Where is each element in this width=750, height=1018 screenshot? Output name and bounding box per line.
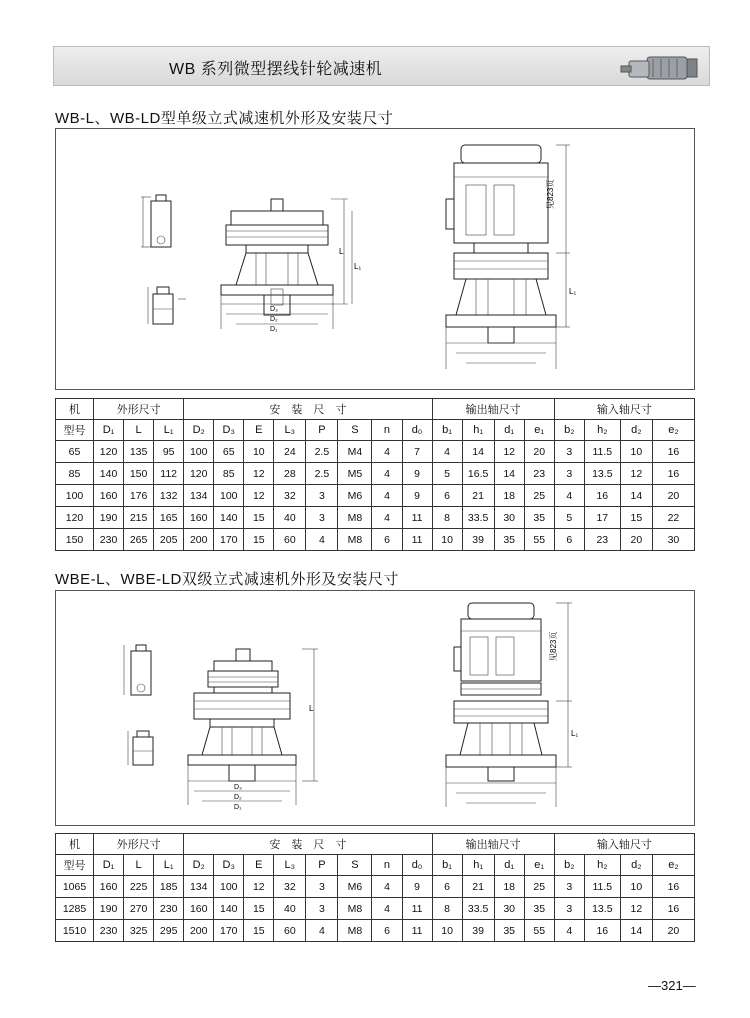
table-cell: 160 (94, 485, 124, 507)
model-cell: 150 (56, 529, 94, 551)
table-cell: 230 (94, 920, 124, 942)
table-cell: 95 (154, 441, 184, 463)
table-cell: 120 (94, 441, 124, 463)
table-subheader: S (338, 855, 372, 876)
output-group-header: 输出轴尺寸 (432, 399, 554, 420)
table-cell: 32 (274, 876, 306, 898)
table-cell: 270 (124, 898, 154, 920)
table-cell: 17 (584, 507, 620, 529)
table-cell: 3 (306, 876, 338, 898)
table-cell: 9 (402, 463, 432, 485)
install-group-header: 安 装 尺 寸 (184, 834, 432, 855)
table-cell: 15 (244, 529, 274, 551)
table-cell: 24 (274, 441, 306, 463)
table-cell: 6 (432, 485, 462, 507)
table-cell: 20 (524, 441, 554, 463)
double-reducer-front-view (188, 649, 318, 805)
table-cell: 40 (274, 507, 306, 529)
table-cell: 4 (372, 876, 402, 898)
outline-group-header: 外形尺寸 (94, 834, 184, 855)
table-subheader: d₁ (494, 420, 524, 441)
table-subheader: d₁ (494, 855, 524, 876)
table-row (56, 898, 695, 920)
table-subheader: L₃ (274, 420, 306, 441)
table-cell: 200 (184, 529, 214, 551)
table-subheader: D₂ (184, 420, 214, 441)
table-subheader: L₁ (154, 855, 184, 876)
machine-header-bottom: 型号 (56, 855, 94, 876)
table-cell: 28 (274, 463, 306, 485)
table-cell: 35 (494, 529, 524, 551)
page-number: —321— (648, 978, 696, 993)
table-cell: 150 (124, 463, 154, 485)
table-cell: 85 (214, 463, 244, 485)
table-cell: 20 (620, 529, 652, 551)
table-cell: 9 (402, 876, 432, 898)
table-cell: 12 (244, 463, 274, 485)
table-cell: 7 (402, 441, 432, 463)
table-cell: 4 (432, 441, 462, 463)
table-cell: 4 (306, 529, 338, 551)
table-cell: 9 (402, 485, 432, 507)
table-cell: 32 (274, 485, 306, 507)
table-cell: 12 (244, 876, 274, 898)
table-cell: 160 (184, 507, 214, 529)
table-cell: 16 (584, 920, 620, 942)
table-cell: 170 (214, 529, 244, 551)
table-cell: 100 (214, 485, 244, 507)
table-subheader: b₂ (554, 420, 584, 441)
table-cell: 4 (306, 920, 338, 942)
dim-L1-label: L₁ (354, 262, 362, 271)
table-subheader: L (124, 855, 154, 876)
table-subheader: D₂ (184, 855, 214, 876)
table-cell: M6 (338, 876, 372, 898)
table-cell: 160 (184, 898, 214, 920)
table-cell: 13.5 (584, 463, 620, 485)
input-group-header: 输入轴尺寸 (554, 834, 694, 855)
table-cell: 12 (620, 463, 652, 485)
table-cell: 3 (306, 485, 338, 507)
table-cell: M6 (338, 485, 372, 507)
table-cell: 16 (652, 876, 694, 898)
table-subheader: D₁ (94, 855, 124, 876)
model-cell: 65 (56, 441, 94, 463)
model-cell: 1510 (56, 920, 94, 942)
dim-D2-label: D₂ (270, 316, 278, 323)
outline-group-header: 外形尺寸 (94, 399, 184, 420)
table-subheader: L₁ (154, 420, 184, 441)
table-cell: 4 (372, 485, 402, 507)
table-cell: 5 (554, 507, 584, 529)
shaft-keyway-detail-output (128, 731, 153, 765)
table-cell: 10 (620, 876, 652, 898)
table-subheader: d₀ (402, 420, 432, 441)
section1-table-body (56, 441, 695, 551)
table-cell: 205 (154, 529, 184, 551)
table-cell: 65 (214, 441, 244, 463)
table-cell: 33.5 (462, 898, 494, 920)
table-cell: 55 (524, 529, 554, 551)
table-cell: 40 (274, 898, 306, 920)
table-cell: 134 (184, 485, 214, 507)
input-group-header: 输入轴尺寸 (554, 399, 694, 420)
table-cell: 16 (584, 485, 620, 507)
table-cell: 100 (214, 876, 244, 898)
table-cell: 225 (124, 876, 154, 898)
model-cell: 85 (56, 463, 94, 485)
table-cell: 132 (154, 485, 184, 507)
table-cell: 215 (124, 507, 154, 529)
single-stage-reducer-drawing (56, 129, 696, 391)
shaft-keyway-detail-output (148, 287, 186, 324)
table-cell: 14 (494, 463, 524, 485)
table-cell: 15 (244, 507, 274, 529)
table-cell: 20 (652, 485, 694, 507)
section2-drawing (55, 590, 695, 826)
table-cell: 15 (620, 507, 652, 529)
table-subheader: n (372, 855, 402, 876)
table-subheader: P (306, 420, 338, 441)
table-cell: 12 (494, 441, 524, 463)
table-cell: 11.5 (584, 876, 620, 898)
table-cell: 3 (554, 876, 584, 898)
table-cell: 230 (94, 529, 124, 551)
table-cell: 15 (244, 898, 274, 920)
section1-spec-table (55, 398, 695, 551)
dim-L-label: L (339, 247, 344, 256)
model-cell: 1065 (56, 876, 94, 898)
table-cell: 6 (432, 876, 462, 898)
output-group-header: 输出轴尺寸 (432, 834, 554, 855)
table-cell: 176 (124, 485, 154, 507)
table-cell: 4 (372, 441, 402, 463)
table-cell: 30 (494, 898, 524, 920)
table-cell: 39 (462, 920, 494, 942)
table-cell: 16 (652, 463, 694, 485)
table-subheader: L (124, 420, 154, 441)
dim-D3-label: D₃ (270, 306, 278, 313)
table-cell: 25 (524, 485, 554, 507)
table-cell: M5 (338, 463, 372, 485)
table-cell: 35 (524, 507, 554, 529)
table-subheader: D₃ (214, 855, 244, 876)
model-cell: 120 (56, 507, 94, 529)
table-cell: M8 (338, 529, 372, 551)
shaft-keyway-detail-input (124, 645, 151, 695)
table-cell: M8 (338, 507, 372, 529)
table-subheader: h₂ (584, 855, 620, 876)
table-cell: 3 (554, 463, 584, 485)
table-cell: 16 (652, 898, 694, 920)
table-row (56, 529, 695, 551)
table-cell: 200 (184, 920, 214, 942)
table-cell: 325 (124, 920, 154, 942)
table-subheader: h₂ (584, 420, 620, 441)
table-cell: 4 (372, 898, 402, 920)
table-cell: 230 (154, 898, 184, 920)
table-subheader: d₀ (402, 855, 432, 876)
table-cell: 120 (184, 463, 214, 485)
table-cell: 10 (432, 920, 462, 942)
table-subheader: L₃ (274, 855, 306, 876)
table-cell: M8 (338, 920, 372, 942)
dim-D2-label: D₂ (234, 794, 242, 801)
table-cell: 4 (554, 485, 584, 507)
table-row (56, 507, 695, 529)
dim-L-label: L (309, 704, 314, 713)
table-cell: 6 (554, 529, 584, 551)
table-cell: 10 (244, 441, 274, 463)
table-cell: 60 (274, 920, 306, 942)
table-cell: 2.5 (306, 441, 338, 463)
table-cell: 4 (372, 507, 402, 529)
table-cell: 140 (94, 463, 124, 485)
table-cell: 112 (154, 463, 184, 485)
table-cell: 6 (372, 529, 402, 551)
motor-note-label: 见823页 (546, 179, 555, 209)
double-stage-reducer-drawing (56, 591, 696, 827)
table-cell: 30 (652, 529, 694, 551)
table-subheader: e₂ (652, 420, 694, 441)
table-cell: 21 (462, 485, 494, 507)
table-subheader: n (372, 420, 402, 441)
machine-header-top: 机 (56, 834, 94, 855)
table-cell: 135 (124, 441, 154, 463)
table-row (56, 463, 695, 485)
section1-title: WB-L、WB-LD型单级立式减速机外形及安装尺寸 (55, 110, 394, 127)
table-subheader: S (338, 420, 372, 441)
motor-reducer-front-view (446, 145, 570, 369)
dim-L1-right-label: L₁ (569, 287, 577, 296)
table-cell: 18 (494, 876, 524, 898)
table-cell: M8 (338, 898, 372, 920)
table-cell: 20 (652, 920, 694, 942)
section2-title: WBE-L、WBE-LD双级立式减速机外形及安装尺寸 (55, 571, 399, 588)
table-cell: 6 (372, 920, 402, 942)
table-cell: 12 (620, 898, 652, 920)
model-cell: 1285 (56, 898, 94, 920)
table-cell: 10 (620, 441, 652, 463)
table-subheader: E (244, 420, 274, 441)
table-cell: 4 (372, 463, 402, 485)
table-cell: 140 (214, 898, 244, 920)
table-cell: 12 (244, 485, 274, 507)
motor-note-label: 见823页 (549, 631, 558, 661)
install-group-header: 安 装 尺 寸 (184, 399, 432, 420)
table-subheader: d₂ (620, 420, 652, 441)
table-cell: 11 (402, 898, 432, 920)
table-cell: 100 (184, 441, 214, 463)
table-subheader: D₁ (94, 420, 124, 441)
table-cell: 60 (274, 529, 306, 551)
reducer-front-view (221, 199, 352, 329)
header-banner (53, 46, 710, 86)
table-cell: 4 (554, 920, 584, 942)
table-cell: 10 (432, 529, 462, 551)
table-subheader: e₁ (524, 855, 554, 876)
reducer-thumbnail-icon (617, 49, 703, 85)
table-cell: 16.5 (462, 463, 494, 485)
table-subheader: b₁ (432, 420, 462, 441)
table-cell: 3 (554, 441, 584, 463)
table-cell: 11 (402, 529, 432, 551)
dim-D1-label: D₁ (234, 804, 242, 811)
table-subheader: d₂ (620, 855, 652, 876)
table-cell: 22 (652, 507, 694, 529)
dim-D1-label: D₁ (270, 326, 278, 333)
table-cell: 13.5 (584, 898, 620, 920)
table-cell: 3 (306, 507, 338, 529)
shaft-keyway-detail-input (141, 195, 171, 247)
section2-spec-table (55, 833, 695, 942)
table-cell: 35 (524, 898, 554, 920)
table-cell: 11.5 (584, 441, 620, 463)
dim-L1-right-label: L₁ (571, 729, 579, 738)
table-cell: 55 (524, 920, 554, 942)
table-row (56, 441, 695, 463)
table-cell: 3 (554, 898, 584, 920)
table-subheader: b₁ (432, 855, 462, 876)
table-cell: 190 (94, 898, 124, 920)
table-cell: 295 (154, 920, 184, 942)
table-cell: 170 (214, 920, 244, 942)
table-cell: 140 (214, 507, 244, 529)
machine-header-bottom: 型号 (56, 420, 94, 441)
dim-D3-label: D₃ (234, 784, 242, 791)
table-subheader: h₁ (462, 855, 494, 876)
table-cell: 14 (620, 485, 652, 507)
table-cell: 265 (124, 529, 154, 551)
table-cell: 15 (244, 920, 274, 942)
table-cell: 165 (154, 507, 184, 529)
table-cell: 39 (462, 529, 494, 551)
table-row (56, 920, 695, 942)
table-cell: 33.5 (462, 507, 494, 529)
table-cell: 8 (432, 898, 462, 920)
table-subheader: h₁ (462, 420, 494, 441)
table-cell: 18 (494, 485, 524, 507)
table-row (56, 876, 695, 898)
table-cell: 14 (620, 920, 652, 942)
table-cell: 5 (432, 463, 462, 485)
table-cell: 35 (494, 920, 524, 942)
table-cell: 23 (524, 463, 554, 485)
table-cell: 8 (432, 507, 462, 529)
page-title: WB 系列微型摆线针轮减速机 (169, 61, 383, 78)
table-subheader: P (306, 855, 338, 876)
machine-header-top: 机 (56, 399, 94, 420)
table-cell: 2.5 (306, 463, 338, 485)
table-cell: 14 (462, 441, 494, 463)
table-subheader: D₃ (214, 420, 244, 441)
table-cell: 185 (154, 876, 184, 898)
table-subheader: E (244, 855, 274, 876)
table-cell: 11 (402, 507, 432, 529)
table-subheader: b₂ (554, 855, 584, 876)
table-cell: 11 (402, 920, 432, 942)
table-cell: 21 (462, 876, 494, 898)
table-cell: 3 (306, 898, 338, 920)
table-cell: 30 (494, 507, 524, 529)
table-cell: 190 (94, 507, 124, 529)
table-subheader: e₁ (524, 420, 554, 441)
table-cell: 16 (652, 441, 694, 463)
table-cell: M4 (338, 441, 372, 463)
table-cell: 134 (184, 876, 214, 898)
table-row (56, 485, 695, 507)
model-cell: 100 (56, 485, 94, 507)
section2-table-body (56, 876, 695, 942)
table-subheader: e₂ (652, 855, 694, 876)
section1-drawing (55, 128, 695, 390)
table-cell: 25 (524, 876, 554, 898)
table-cell: 160 (94, 876, 124, 898)
table-cell: 23 (584, 529, 620, 551)
